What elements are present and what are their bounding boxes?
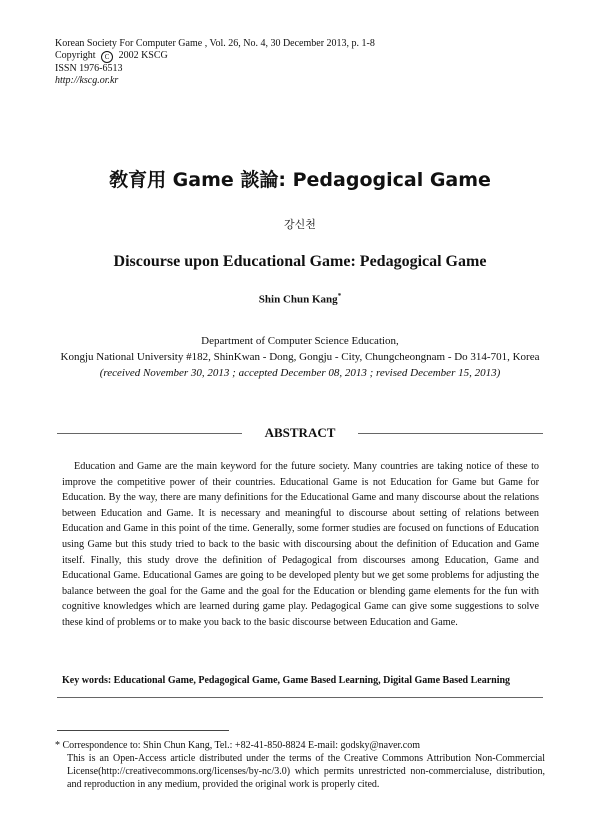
keywords: Key words: Educational Game, Pedagogical Game, Game Based Learning, Digital Game Based Learning (62, 675, 511, 686)
paper-title-korean: 敎育用 Game 談論: Pedagogical Game (109, 169, 491, 191)
copyright-icon: C (101, 51, 113, 63)
address: Kongju National University #182, ShinKwan - Dong, Gongju - City, Chungcheongnam - Do 314-701, Korea (60, 351, 540, 363)
copyright-label: Copyright (55, 50, 96, 61)
journal-header (55, 38, 375, 87)
copyright-rest: 2002 KSCG (118, 50, 168, 61)
footnote (55, 739, 545, 791)
author-korean: 강신천 (284, 218, 316, 231)
author-name (0, 292, 600, 306)
author-name-text: Shin Chun Kang (258, 293, 338, 306)
affiliation (0, 333, 600, 381)
footnote-rule (57, 730, 229, 731)
issn: ISSN 1976-6513 (55, 63, 123, 74)
copyright-line (55, 50, 375, 63)
abstract-text: Education and Game are the main keyword for the future society. Many countries are taking notice of these to improve the competitive power of their countries. Educational Game is not Education for Game but Game for Education. By the way, there are many definitions for the Educational Game and many discourse about the relations between Education and Game. It is necessary and meaningful to discourse about setting of relations between Education and Game in this point of the time. Generally, some former studies are focused on functions of Education using Game but this study tried to back to the basic with discoursing about the definition of Education and Game itself. Finally, this study drove the definition of Pedagogical from discourses among Education, Game and Educational Game. Educational Games are going to be developed plenty but we get some problems for adjusting the balance between the goal for the Game and the goal for the Education or blending game elements for the fun with cognitive knowledges which are learned during game play. Pedagogical Game can give some suggestions to solve these kind of problems or to make you back to the basic discourse between Education and Game. (62, 461, 539, 628)
abstract-rule-right (358, 433, 543, 434)
department: Department of Computer Science Education, (201, 335, 399, 347)
journal-url[interactable]: http://kscg.or.kr (55, 75, 119, 86)
author-mark: * (337, 292, 342, 300)
paper-title-english: Discourse upon Educational Game: Pedagogical Game (113, 253, 487, 270)
abstract-heading: ABSTRACT (264, 425, 336, 440)
license-text: This is an Open-Access article distributed under the terms of the Creative Commons Attribution Non-Commercial License(http://creativecommons.org/licenses/by-nc/3.0) which permits unrestricted non-commercialuse, distribution, and reproduction in any medium, provided the original work is properly cited. (67, 753, 545, 790)
correspondence: * Correspondence to: Shin Chun Kang, Tel.: +82-41-850-8824 E-mail: godsky@naver.com (55, 740, 421, 751)
received-dates: (received November 30, 2013 ; accepted December 08, 2013 ; revised December 15, 2013) (99, 367, 501, 379)
journal-line: Korean Society For Computer Game , Vol. 26, No. 4, 30 December 2013, p. 1-8 (55, 38, 375, 49)
keywords-rule (57, 697, 543, 698)
